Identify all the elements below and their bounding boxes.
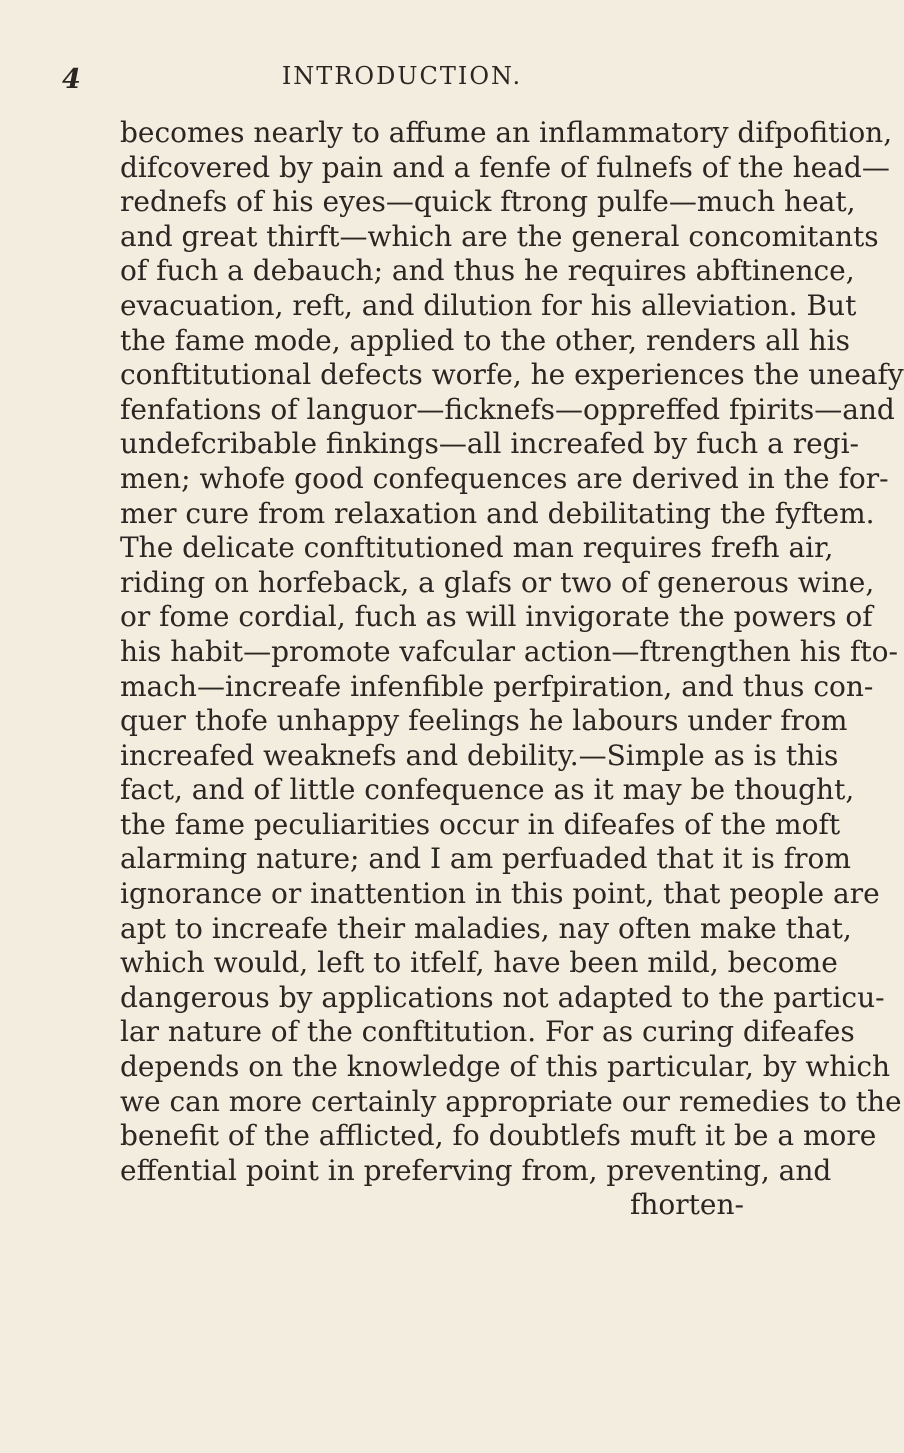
text-line: ignorance or inattention in this point, that people are	[120, 877, 880, 911]
text-line: the fame mode, applied to the other, renders all his	[120, 323, 850, 357]
running-head: INTRODUCTION.	[281, 62, 523, 90]
text-line: of fuch a debauch; and thus he requires abftinence,	[120, 254, 855, 288]
text-line: benefit of the afflicted, fo doubtlefs muft it be a more	[120, 1119, 877, 1153]
text-line: alarming nature; and I am perfuaded that it is from	[120, 842, 851, 876]
text-line: apt to increafe their maladies, nay often make that,	[120, 911, 852, 945]
text-line: mer cure from relaxation and debilitating the fyftem.	[120, 496, 875, 530]
text-line: which would, left to itfelf, have been mild, become	[120, 946, 838, 980]
text-line: increafed weaknefs and debility.—Simple as is this	[120, 738, 839, 772]
catchword: fhorten-	[630, 1188, 744, 1222]
text-line: men; whofe good confequences are derived in the for-	[120, 461, 889, 495]
text-line: becomes nearly to affume an inflammatory difpofition,	[120, 116, 893, 149]
body-text	[120, 116, 904, 1223]
text-line: the fame peculiarities occur in difeafes of the moft	[120, 807, 841, 841]
text-line: difcovered by pain and a fenfe of fulnefs of the head—	[120, 150, 890, 184]
text-line: undefcribable finkings—all increafed by fuch a regi-	[120, 427, 859, 461]
text-line: effential point in preferving from, preventing, and	[120, 1153, 832, 1187]
text-line: or fome cordial, fuch as will invigorate the powers of	[120, 600, 873, 634]
text-line: fenfations of languor—ficknefs—oppreffed fpirits—and	[120, 392, 895, 426]
text-line: we can more certainly appropriate our remedies to the	[120, 1084, 902, 1118]
text-line: his habit—promote vafcular action—ftrengthen his fto-	[120, 634, 898, 668]
text-line: conftitutional defects worfe, he experiences the uneafy	[120, 358, 904, 392]
text-line: rednefs of his eyes—quick ftrong pulfe—much heat,	[120, 185, 856, 219]
text-line: quer thofe unhappy feelings he labours under from	[120, 704, 848, 738]
text-line: fact, and of little confequence as it may be thought,	[120, 773, 855, 807]
text-line: depends on the knowledge of this particular, by which	[120, 1050, 891, 1084]
page-number: 4	[62, 64, 81, 95]
text-line: The delicate conftitutioned man requires frefh air,	[120, 531, 834, 565]
text-line: lar nature of the conftitution. For as curing difeafes	[120, 1015, 855, 1049]
text-line: mach—increafe infenfible perfpiration, and thus con-	[120, 669, 874, 703]
text-line: and great thirft—which are the general concomitants	[120, 219, 879, 253]
text-line: evacuation, reft, and dilution for his alleviation. But	[120, 288, 857, 322]
text-line: riding on horfeback, a glafs or two of generous wine,	[120, 565, 875, 599]
page-header	[62, 60, 742, 100]
text-line: dangerous by applications not adapted to the particu-	[120, 980, 885, 1014]
